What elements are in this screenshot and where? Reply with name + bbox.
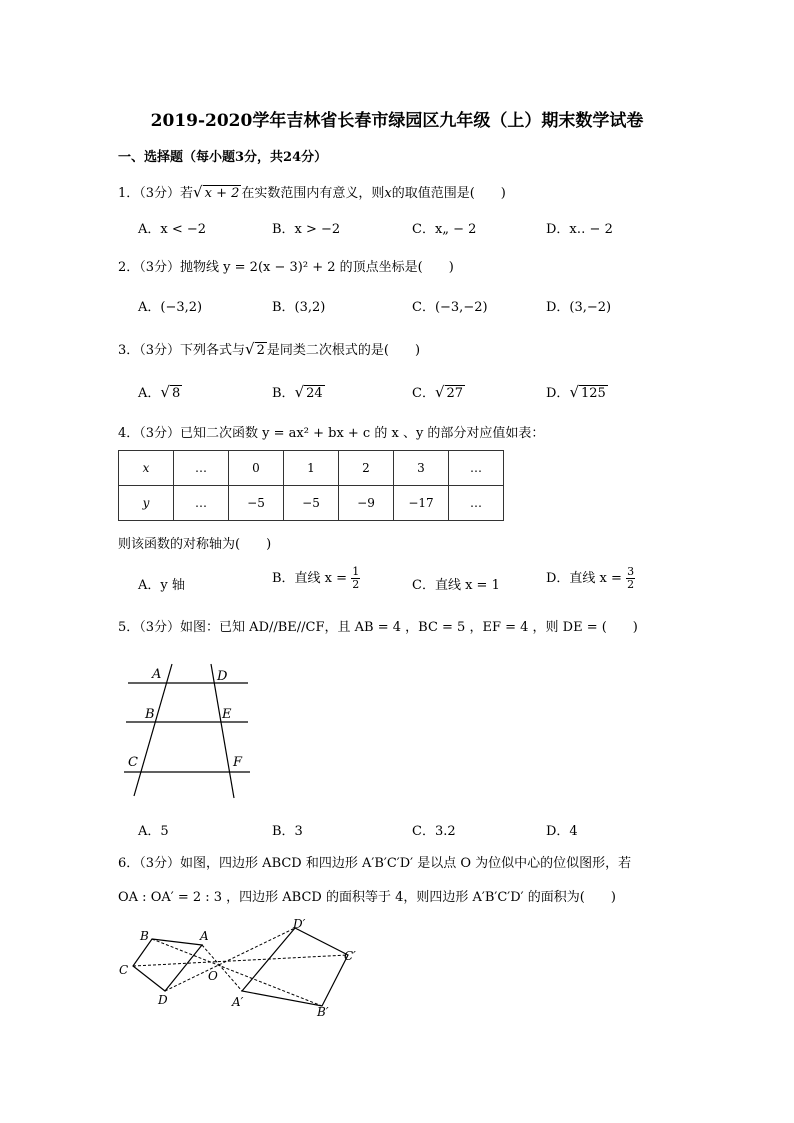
label-o: O xyxy=(208,969,218,983)
q3-radicand: 2 xyxy=(256,343,265,358)
question-6-stem-line1: 6．（3分）如图，四边形 ABCD 和四边形 A′B′C′D′ 是以点 O 为位似中心的位似图形，若 xyxy=(118,856,632,871)
ray-d-d2 xyxy=(165,928,295,991)
q3-option-a[interactable]: A．√ 8 xyxy=(138,383,181,401)
q3-option-c-label: C． xyxy=(412,386,435,401)
table-cell: −17 xyxy=(394,486,449,521)
label-a-prime: A′ xyxy=(232,995,244,1009)
question-1-stem xyxy=(118,182,506,201)
q4-option-c[interactable]: C．直线 x = 1 xyxy=(412,578,500,593)
q1-option-a[interactable]: A．x < −2 xyxy=(138,222,207,237)
q1-stem-pre: 1．（3分）若 xyxy=(118,186,194,201)
label-e: E xyxy=(222,707,232,722)
table-cell: … xyxy=(174,486,229,521)
q3-option-b-rad: 24 xyxy=(306,386,323,401)
fraction-numerator: 1 xyxy=(352,565,360,578)
q3-option-a-label: A． xyxy=(138,386,161,401)
homothety-figure xyxy=(112,918,372,1018)
q3-option-b[interactable]: B．√ 24 xyxy=(272,383,323,401)
transversal-def xyxy=(211,664,234,798)
table-cell: … xyxy=(449,486,504,521)
label-c: C xyxy=(119,963,129,977)
quad-a2b2c2d2 xyxy=(242,928,348,1006)
label-d: D xyxy=(158,993,168,1007)
label-b: B xyxy=(140,929,149,943)
table-cell: x xyxy=(119,451,174,486)
ray-a-a2 xyxy=(202,945,242,991)
q4-after-text: 则该函数的对称轴为( ) xyxy=(118,537,272,552)
q5-option-d[interactable]: D．4 xyxy=(546,824,578,839)
label-f: F xyxy=(233,755,243,770)
fraction-denominator: 2 xyxy=(627,578,635,591)
q1-option-c[interactable]: C．x„ − 2 xyxy=(412,222,477,237)
q1-sqrt: √ x + 2 xyxy=(193,183,240,201)
q3-stem-pre: 3．（3分）下列各式与 xyxy=(118,343,246,358)
q4-option-d[interactable] xyxy=(546,566,635,591)
q1-option-d[interactable]: D．x‥ − 2 xyxy=(546,222,613,237)
table-cell: −5 xyxy=(284,486,339,521)
q3-option-b-label: B． xyxy=(272,386,295,401)
table-row xyxy=(119,451,504,486)
table-cell: −9 xyxy=(339,486,394,521)
section-heading: 一、选择题（每小题3分，共24分） xyxy=(118,150,328,165)
q2-option-a[interactable]: A．(−3,2) xyxy=(138,300,203,315)
q1-stem-post: 在实数范围内有意义，则 xyxy=(241,186,385,201)
label-d-prime: D′ xyxy=(293,918,306,931)
label-a: A xyxy=(152,667,162,682)
label-c-prime: C′ xyxy=(344,949,356,963)
ray-c-c2 xyxy=(133,955,348,966)
parallel-lines-figure xyxy=(118,656,258,806)
q3-stem-post: 是同类二次根式的是( ) xyxy=(266,343,421,358)
q3-option-c[interactable]: C．√ 27 xyxy=(412,383,464,401)
fraction-denominator: 2 xyxy=(352,578,360,591)
q5-option-a[interactable]: A．5 xyxy=(138,824,169,839)
table-cell: 3 xyxy=(394,451,449,486)
q2-option-c[interactable]: C．(−3,−2) xyxy=(412,300,488,315)
table-cell: … xyxy=(449,451,504,486)
q1-option-b[interactable]: B．x > −2 xyxy=(272,222,341,237)
table-cell: −5 xyxy=(229,486,284,521)
q2-option-b[interactable]: B．(3,2) xyxy=(272,300,326,315)
table-cell: 1 xyxy=(284,451,339,486)
q4-option-b[interactable] xyxy=(272,566,360,591)
q1-radicand: x + 2 xyxy=(204,186,240,201)
q3-option-d-label: D． xyxy=(546,386,570,401)
question-2-stem: 2．（3分）抛物线 y = 2(x − 3)² + 2 的顶点坐标是( ) xyxy=(118,260,454,275)
question-5-stem: 5．（3分）如图：已知 AD//BE//CF，且 AB = 4 ，BC = 5 ，EF = 4 ，则 DE = ( ) xyxy=(118,620,638,635)
q2-option-d[interactable]: D．(3,−2) xyxy=(546,300,612,315)
q4-option-d-text: D．直线 x = xyxy=(546,571,622,586)
label-b: B xyxy=(145,707,155,722)
q5-option-c[interactable]: C．3.2 xyxy=(412,824,456,839)
label-a: A xyxy=(200,929,209,943)
table-cell: … xyxy=(174,451,229,486)
label-d: D xyxy=(217,669,228,684)
fraction xyxy=(351,566,360,591)
q5-option-b[interactable]: B．3 xyxy=(272,824,303,839)
fraction xyxy=(626,566,635,591)
q4-option-b-text: B．直线 x = xyxy=(272,571,348,586)
question-3-stem: 3．（3分）下列各式与√ 2 是同类二次根式的是( ) xyxy=(118,340,421,358)
q1-stem-end: 的取值范围是( ) xyxy=(391,186,506,201)
table-cell: y xyxy=(119,486,174,521)
q1-var: x xyxy=(384,186,392,201)
q4-option-a[interactable]: A．y 轴 xyxy=(138,578,185,593)
table-cell: 0 xyxy=(229,451,284,486)
question-6-stem-line2: OA : OA′ = 2 : 3 ，四边形 ABCD 的面积等于 4，则四边形 A′B′C′D′ 的面积为( ) xyxy=(118,890,616,905)
question-4-stem: 4．（3分）已知二次函数 y = ax² + bx + c 的 x 、y 的部分对应值如表： xyxy=(118,426,545,441)
fraction-numerator: 3 xyxy=(627,565,635,578)
q3-option-a-rad: 8 xyxy=(171,386,181,401)
q3-option-d-rad: 125 xyxy=(581,386,606,401)
table-row xyxy=(119,486,504,521)
q3-option-c-rad: 27 xyxy=(446,386,464,401)
table-cell: 2 xyxy=(339,451,394,486)
page-title: 2019-2020学年吉林省长春市绿园区九年级（上）期末数学试卷 xyxy=(150,111,644,131)
q3-option-d[interactable]: D．√ 125 xyxy=(546,383,606,401)
label-c: C xyxy=(128,755,138,770)
transversal-abc xyxy=(134,664,172,796)
value-table xyxy=(118,450,504,521)
label-b-prime: B′ xyxy=(317,1005,329,1018)
